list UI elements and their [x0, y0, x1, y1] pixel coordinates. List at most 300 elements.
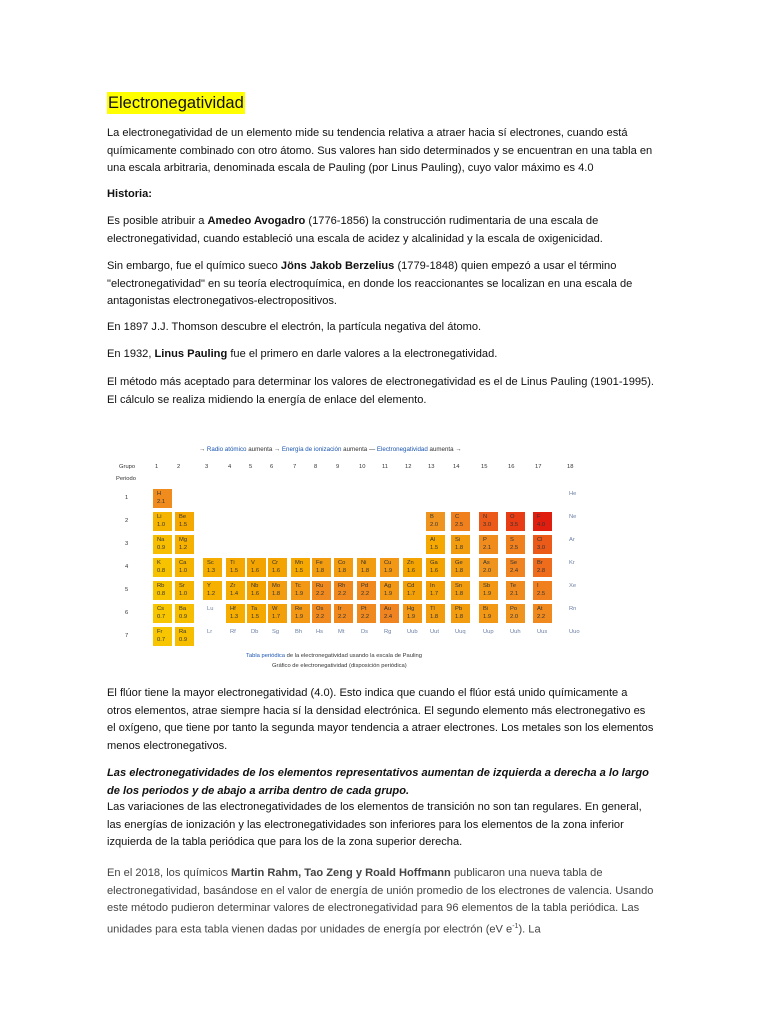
- element-symbol: I: [537, 583, 539, 589]
- element-symbol: Mo: [272, 583, 281, 589]
- element-symbol: B: [430, 514, 434, 520]
- element-cell-ba[interactable]: [175, 604, 194, 623]
- element-symbol: Ne: [569, 514, 577, 520]
- element-value: 0.7: [157, 614, 166, 620]
- element-value: 1.2: [207, 591, 216, 597]
- element-cell-mt[interactable]: [334, 627, 353, 646]
- element-symbol: S: [510, 537, 514, 543]
- element-value: 4.0: [537, 522, 546, 528]
- element-cell-hg[interactable]: [403, 604, 422, 623]
- element-symbol: Rg: [384, 629, 392, 635]
- berzelius-paragraph: [107, 258, 655, 311]
- element-cell-ir[interactable]: [334, 604, 353, 623]
- element-value: 1.0: [179, 568, 188, 574]
- element-cell-re[interactable]: [291, 604, 310, 623]
- group-header: 16: [508, 464, 515, 470]
- element-cell-pb[interactable]: [451, 604, 470, 623]
- link-radio-atomico[interactable]: Radio atómico: [206, 446, 247, 453]
- element-symbol: Re: [295, 606, 303, 612]
- group-header: 15: [481, 464, 488, 470]
- element-cell-in[interactable]: [426, 581, 445, 600]
- element-cell-y[interactable]: [203, 581, 222, 600]
- element-cell-f[interactable]: [533, 512, 552, 531]
- element-cell-n[interactable]: [479, 512, 498, 531]
- element-symbol: Cr: [272, 560, 279, 566]
- group-header: 1: [155, 464, 159, 470]
- text-run: En 1932,: [107, 348, 155, 360]
- element-cell-ne[interactable]: [565, 512, 584, 531]
- element-symbol: Lu: [207, 606, 214, 612]
- element-symbol: Lr: [207, 629, 213, 635]
- element-value: 1.8: [338, 568, 347, 574]
- element-symbol: Sr: [179, 583, 185, 589]
- element-value: 2.2: [338, 591, 347, 597]
- element-symbol: Zr: [230, 583, 236, 589]
- element-cell-s[interactable]: [506, 535, 525, 554]
- element-symbol: C: [455, 514, 460, 520]
- element-cell-si[interactable]: [451, 535, 470, 554]
- element-symbol: Mg: [179, 537, 188, 543]
- element-symbol: Zn: [407, 560, 414, 566]
- element-cell-ca[interactable]: [175, 558, 194, 577]
- period-label: 3: [125, 541, 129, 547]
- group-header: 5: [249, 464, 253, 470]
- element-cell-sn[interactable]: [451, 581, 470, 600]
- element-value: 2.8: [537, 568, 546, 574]
- group-header: 10: [359, 464, 366, 470]
- element-symbol: Uus: [537, 629, 548, 635]
- element-symbol: Rf: [230, 629, 236, 635]
- element-cell-uus[interactable]: [533, 627, 552, 646]
- element-symbol: Li: [157, 514, 162, 520]
- element-value: 2.1: [157, 499, 166, 505]
- element-symbol: Ag: [384, 583, 392, 589]
- element-value: 2.4: [384, 614, 393, 620]
- element-symbol: Cs: [157, 606, 165, 612]
- element-cell-au[interactable]: [380, 604, 399, 623]
- element-symbol: Co: [338, 560, 346, 566]
- element-cell-zn[interactable]: [403, 558, 422, 577]
- element-cell-db[interactable]: [247, 627, 266, 646]
- text-run: ). La: [518, 923, 541, 936]
- element-value: 2.2: [537, 614, 546, 620]
- element-symbol: Uup: [483, 629, 494, 635]
- element-cell-ds[interactable]: [357, 627, 376, 646]
- element-cell-hs[interactable]: [312, 627, 331, 646]
- element-symbol: Hf: [230, 606, 236, 612]
- text-run: fue el primero en darle valores a la electronegatividad.: [227, 348, 498, 360]
- element-value: 1.2: [179, 545, 188, 551]
- element-cell-mn[interactable]: [291, 558, 310, 577]
- element-cell-tl[interactable]: [426, 604, 445, 623]
- text-run: En el 2018, los químicos: [107, 867, 231, 879]
- element-symbol: Si: [455, 537, 461, 543]
- element-cell-rh[interactable]: [334, 581, 353, 600]
- element-value: 2.2: [316, 591, 325, 597]
- element-symbol: Pt: [361, 606, 367, 612]
- element-symbol: Ti: [230, 560, 235, 566]
- element-symbol: Po: [510, 606, 518, 612]
- element-symbol: Fr: [157, 629, 163, 635]
- method-paragraph: El método más aceptado para determinar los valores de electronegatividad es el de Linus Pauling (1901-1995). El cálculo se realiza midiendo la energía de enlace del elemento.: [107, 376, 655, 406]
- element-cell-ni[interactable]: [357, 558, 376, 577]
- element-cell-uut[interactable]: [426, 627, 445, 646]
- element-value: 1.9: [483, 614, 492, 620]
- element-cell-ta[interactable]: [247, 604, 266, 623]
- element-value: 1.5: [430, 545, 439, 551]
- element-symbol: Ta: [251, 606, 258, 612]
- text-run: aumenta →: [427, 446, 462, 453]
- element-cell-cr[interactable]: [268, 558, 287, 577]
- element-symbol: Mn: [295, 560, 304, 566]
- element-symbol: Tc: [295, 583, 301, 589]
- element-symbol: O: [510, 514, 515, 520]
- element-cell-xe[interactable]: [565, 581, 584, 600]
- group-header: 4: [228, 464, 232, 470]
- element-symbol: Rb: [157, 583, 165, 589]
- group-header: 3: [205, 464, 209, 470]
- element-value: 1.5: [251, 614, 260, 620]
- element-cell-cu[interactable]: [380, 558, 399, 577]
- element-cell-be[interactable]: [175, 512, 194, 531]
- element-cell-ge[interactable]: [451, 558, 470, 577]
- group-header: 11: [382, 464, 389, 470]
- intro-paragraph: La electronegatividad de un elemento mide su tendencia relativa a atraer hacia sí electrones, cuando está químicamente combinado con otro átomo. Sus valores han sido determinados y se encuentran en una tabla en una escala arbitraria, denominada escala de Pauling (por Linus Pauling), cuyo valor máximo es 4.0: [107, 127, 653, 175]
- element-value: 1.8: [316, 568, 325, 574]
- element-symbol: Au: [384, 606, 392, 612]
- group-header: 13: [428, 464, 435, 470]
- element-cell-uuo[interactable]: [565, 627, 584, 646]
- element-value: 2.1: [510, 591, 519, 597]
- element-cell-cl[interactable]: [533, 535, 552, 554]
- element-cell-mo[interactable]: [268, 581, 287, 600]
- element-symbol: Os: [316, 606, 324, 612]
- element-symbol: Sb: [483, 583, 491, 589]
- element-symbol: Bh: [295, 629, 303, 635]
- element-value: 2.5: [537, 591, 546, 597]
- group-header: 17: [535, 464, 542, 470]
- link-tabla-periodica[interactable]: Tabla periódica: [246, 653, 285, 659]
- element-symbol: Mt: [338, 629, 345, 635]
- period-label: 5: [125, 587, 129, 593]
- element-cell-rg[interactable]: [380, 627, 399, 646]
- text-run: de la electronegatividad usando la escala de Pauling: [285, 653, 422, 659]
- element-cell-rb[interactable]: [153, 581, 172, 600]
- element-symbol: At: [537, 606, 543, 612]
- element-symbol: Uub: [407, 629, 418, 635]
- element-cell-bh[interactable]: [291, 627, 310, 646]
- element-value: 1.9: [295, 614, 304, 620]
- element-value: 3.5: [510, 522, 519, 528]
- element-symbol: Ra: [179, 629, 187, 635]
- page-title: Electronegatividad: [108, 94, 244, 112]
- element-cell-lr[interactable]: [203, 627, 222, 646]
- element-cell-ru[interactable]: [312, 581, 331, 600]
- element-symbol: H: [157, 491, 162, 497]
- element-cell-uuh[interactable]: [506, 627, 525, 646]
- element-value: 1.9: [407, 614, 416, 620]
- element-value: 1.6: [430, 568, 439, 574]
- element-cell-mg[interactable]: [175, 535, 194, 554]
- element-value: 1.8: [455, 591, 464, 597]
- element-value: 1.3: [207, 568, 216, 574]
- element-symbol: P: [483, 537, 487, 543]
- element-cell-co[interactable]: [334, 558, 353, 577]
- element-cell-sc[interactable]: [203, 558, 222, 577]
- element-cell-ra[interactable]: [175, 627, 194, 646]
- element-symbol: Db: [251, 629, 259, 635]
- element-cell-na[interactable]: [153, 535, 172, 554]
- element-cell-br[interactable]: [533, 558, 552, 577]
- element-value: 1.9: [483, 591, 492, 597]
- element-cell-se[interactable]: [506, 558, 525, 577]
- element-symbol: As: [483, 560, 490, 566]
- element-symbol: N: [483, 514, 488, 520]
- element-cell-v[interactable]: [247, 558, 266, 577]
- element-symbol: Uuq: [455, 629, 466, 635]
- element-symbol: Fe: [316, 560, 323, 566]
- element-value: 2.2: [338, 614, 347, 620]
- link-energia-ionizacion[interactable]: Energía de ionización: [281, 446, 342, 453]
- element-symbol: W: [272, 606, 278, 612]
- element-symbol: Uuo: [569, 629, 580, 635]
- text-run: aumenta →: [246, 446, 282, 453]
- element-cell-uub[interactable]: [403, 627, 422, 646]
- element-cell-i[interactable]: [533, 581, 552, 600]
- element-value: 1.8: [361, 568, 370, 574]
- group-header: 2: [177, 464, 181, 470]
- text-run: (1779-1848) quien empezó a usar el término "electronegatividad" en su teoría electroquímica, en donde los reaccionantes se localizan en una escala de antagonistas electronegativos-electropositivos.: [107, 260, 633, 308]
- element-value: 2.2: [316, 614, 325, 620]
- element-value: 1.8: [455, 568, 464, 574]
- element-symbol: Nb: [251, 583, 259, 589]
- element-symbol: In: [430, 583, 435, 589]
- period-label: 4: [125, 564, 129, 570]
- element-cell-ti[interactable]: [226, 558, 245, 577]
- element-symbol: Xe: [569, 583, 577, 589]
- element-cell-os[interactable]: [312, 604, 331, 623]
- element-value: 1.9: [295, 591, 304, 597]
- element-cell-ag[interactable]: [380, 581, 399, 600]
- element-cell-as[interactable]: [479, 558, 498, 577]
- element-symbol: Be: [179, 514, 187, 520]
- period-label: 1: [125, 495, 129, 501]
- element-cell-he[interactable]: [565, 489, 584, 508]
- fluor-paragraph: El flúor tiene la mayor electronegatividad (4.0). Esto indica que cuando el flúor está unido químicamente a otros elementos, atrae siempre hacia sí la densidad electrónica. El segundo elemento más electronegativo es el oxígeno, que tiene por tanto la segunda mayor tendencia a atraer electrones. Los metales son los elementos menos electronegativos.: [107, 687, 654, 752]
- bold-name: Amedeo Avogadro: [207, 215, 306, 227]
- element-cell-fr[interactable]: [153, 627, 172, 646]
- element-value: 1.3: [230, 614, 239, 620]
- trend-arrow-line: [199, 446, 462, 453]
- element-symbol: Cl: [537, 537, 543, 543]
- element-cell-hf[interactable]: [226, 604, 245, 623]
- text-run: Es posible atribuir a: [107, 215, 208, 227]
- element-value: 1.5: [295, 568, 304, 574]
- element-cell-uup[interactable]: [479, 627, 498, 646]
- element-symbol: Pd: [361, 583, 369, 589]
- element-cell-al[interactable]: [426, 535, 445, 554]
- element-value: 1.0: [157, 522, 166, 528]
- element-value: 0.9: [157, 545, 166, 551]
- element-cell-at[interactable]: [533, 604, 552, 623]
- element-symbol: Uuh: [510, 629, 521, 635]
- element-cell-fe[interactable]: [312, 558, 331, 577]
- element-cell-h[interactable]: [153, 489, 172, 508]
- element-cell-c[interactable]: [451, 512, 470, 531]
- element-value: 1.4: [230, 591, 239, 597]
- element-value: 2.4: [510, 568, 519, 574]
- group-header: 8: [314, 464, 318, 470]
- element-value: 1.6: [251, 591, 260, 597]
- element-symbol: Hs: [316, 629, 324, 635]
- element-cell-rf[interactable]: [226, 627, 245, 646]
- element-cell-nb[interactable]: [247, 581, 266, 600]
- group-header: 9: [336, 464, 340, 470]
- element-symbol: Sc: [207, 560, 214, 566]
- element-cell-sb[interactable]: [479, 581, 498, 600]
- element-cell-p[interactable]: [479, 535, 498, 554]
- element-value: 1.8: [272, 591, 281, 597]
- element-symbol: V: [251, 560, 255, 566]
- element-cell-pt[interactable]: [357, 604, 376, 623]
- element-symbol: Ds: [361, 629, 369, 635]
- element-value: 3.0: [483, 522, 492, 528]
- group-header: 6: [270, 464, 274, 470]
- group-header: 14: [453, 464, 460, 470]
- element-value: 1.5: [230, 568, 239, 574]
- element-symbol: Ir: [338, 606, 342, 612]
- element-cell-bi[interactable]: [479, 604, 498, 623]
- element-value: 2.1: [483, 545, 492, 551]
- element-value: 0.8: [157, 591, 166, 597]
- element-value: 2.5: [455, 522, 464, 528]
- element-symbol: Rh: [338, 583, 346, 589]
- element-symbol: K: [157, 560, 161, 566]
- element-cell-lu[interactable]: [203, 604, 222, 623]
- element-symbol: Rn: [569, 606, 577, 612]
- element-symbol: Hg: [407, 606, 415, 612]
- element-symbol: Ba: [179, 606, 187, 612]
- element-cell-cs[interactable]: [153, 604, 172, 623]
- text-run: aumenta —: [341, 446, 377, 453]
- element-cell-zr[interactable]: [226, 581, 245, 600]
- group-header: 7: [293, 464, 297, 470]
- element-symbol: Cu: [384, 560, 392, 566]
- element-symbol: Y: [207, 583, 211, 589]
- element-value: 1.6: [251, 568, 260, 574]
- element-cell-te[interactable]: [506, 581, 525, 600]
- period-label: 2: [125, 518, 129, 524]
- periodo-label: Periodo: [116, 476, 136, 482]
- bold-name: Jöns Jakob Berzelius: [280, 260, 395, 272]
- element-value: 0.7: [157, 637, 166, 643]
- element-value: 1.8: [455, 545, 464, 551]
- element-cell-li[interactable]: [153, 512, 172, 531]
- element-symbol: Kr: [569, 560, 575, 566]
- element-value: 1.5: [179, 522, 188, 528]
- element-cell-k[interactable]: [153, 558, 172, 577]
- element-value: 1.7: [272, 614, 281, 620]
- element-symbol: Uut: [430, 629, 440, 635]
- bold-name: Martin Rahm, Tao Zeng y Roald Hoffmann: [230, 867, 451, 879]
- element-value: 0.9: [179, 637, 188, 643]
- element-symbol: Sg: [272, 629, 280, 635]
- bold-name: Linus Pauling: [154, 348, 228, 360]
- element-symbol: Se: [510, 560, 518, 566]
- element-symbol: Tl: [430, 606, 435, 612]
- element-value: 2.0: [483, 568, 492, 574]
- element-value: 1.8: [430, 614, 439, 620]
- element-value: 0.9: [179, 614, 188, 620]
- element-cell-kr[interactable]: [565, 558, 584, 577]
- period-label: 6: [125, 610, 129, 616]
- element-value: 2.0: [510, 614, 519, 620]
- element-value: 2.5: [510, 545, 519, 551]
- rahm-paragraph: [107, 865, 655, 939]
- element-symbol: Ga: [430, 560, 438, 566]
- element-symbol: He: [569, 491, 577, 497]
- element-value: 2.2: [361, 614, 370, 620]
- text-run: publicaron una nueva tabla de electronegatividad, basándose en el valor de energía de unión promedio de los electrones de valencia. Usando este método pudieron determinar valores de electronegatividad para 96 elementos de la tabla periódica. Las unidades para esta tabla vienen dadas por unidades de energía por electrón (eV e: [107, 867, 654, 936]
- element-cell-sr[interactable]: [175, 581, 194, 600]
- element-cell-pd[interactable]: [357, 581, 376, 600]
- element-value: 1.8: [455, 614, 464, 620]
- transition-paragraph: Las variaciones de las electronegatividades de los elementos de transición no son tan regulares. En general, las energías de ionización y las electronegatividades son inferiores para los elementos de la zona inferior izquierda de la tabla periódica que para los de la zona superior derecha.: [107, 801, 642, 849]
- element-value: 2.2: [361, 591, 370, 597]
- element-cell-ga[interactable]: [426, 558, 445, 577]
- periodic-table-figure: [107, 446, 592, 680]
- element-cell-w[interactable]: [268, 604, 287, 623]
- element-symbol: Ar: [569, 537, 575, 543]
- element-value: 0.8: [157, 568, 166, 574]
- element-value: 1.6: [272, 568, 281, 574]
- element-cell-ar[interactable]: [565, 535, 584, 554]
- link-electronegatividad[interactable]: Electronegatividad: [376, 446, 428, 453]
- element-symbol: Pb: [455, 606, 463, 612]
- element-cell-po[interactable]: [506, 604, 525, 623]
- element-cell-uuq[interactable]: [451, 627, 470, 646]
- element-symbol: Ni: [361, 560, 367, 566]
- trend-paragraph: Las electronegatividades de los elementos representativos aumentan de izquierda a derecha a lo largo de los periodos y de abajo a arriba dentro de cada grupo.: [107, 767, 649, 797]
- element-cell-cd[interactable]: [403, 581, 422, 600]
- element-symbol: Al: [430, 537, 436, 543]
- element-cell-rn[interactable]: [565, 604, 584, 623]
- text-run: (1776-1856) la construcción rudimentaria de una escala de electronegatividad, cuando estableció una escala de acidez y alcalinidad y la escala de oxigenicidad.: [107, 215, 603, 245]
- element-value: 1.9: [384, 591, 393, 597]
- group-header: 18: [567, 464, 574, 470]
- element-symbol: Na: [157, 537, 165, 543]
- element-symbol: Ru: [316, 583, 324, 589]
- element-symbol: F: [537, 514, 541, 520]
- period-label: 7: [125, 633, 129, 639]
- element-symbol: Bi: [483, 606, 489, 612]
- element-value: 2.0: [430, 522, 439, 528]
- element-value: 1.0: [179, 591, 188, 597]
- element-cell-sg[interactable]: [268, 627, 287, 646]
- element-value: 1.7: [430, 591, 439, 597]
- superscript: -1: [512, 922, 519, 930]
- text-run: →: [199, 446, 207, 453]
- pauling-paragraph: [107, 346, 655, 364]
- element-cell-tc[interactable]: [291, 581, 310, 600]
- element-cell-b[interactable]: [426, 512, 445, 531]
- element-symbol: Br: [537, 560, 543, 566]
- avogadro-paragraph: [107, 213, 655, 248]
- group-header: 12: [405, 464, 412, 470]
- element-cell-o[interactable]: [506, 512, 525, 531]
- element-symbol: Ca: [179, 560, 187, 566]
- grupo-label: Grupo: [119, 464, 136, 470]
